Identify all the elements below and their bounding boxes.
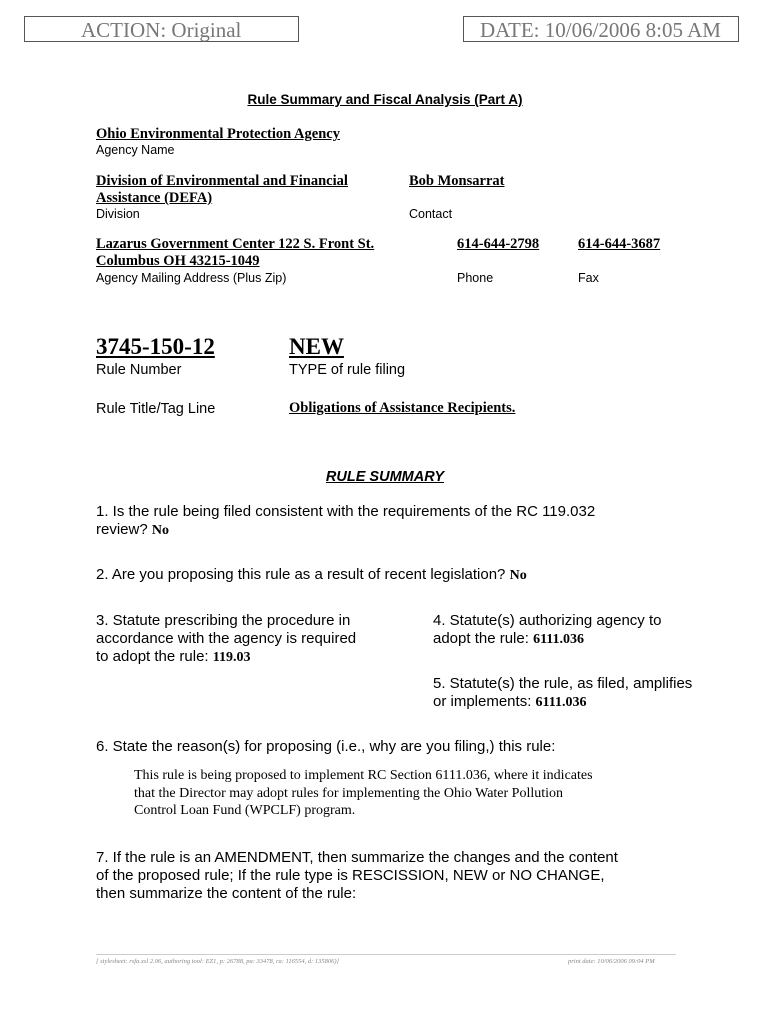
rule-title-label: Rule Title/Tag Line: [96, 401, 216, 417]
rule-number-label: Rule Number: [96, 362, 182, 378]
question-6-answer-line2: that the Director may adopt rules for implementing the Ohio Water Pollution: [134, 786, 564, 801]
address-value-line2: Columbus OH 43215-1049: [96, 253, 260, 269]
question-6-answer-line1: This rule is being proposed to implement RC Section 6111.036, where it indicates: [134, 768, 593, 783]
question-5-line1: 5. Statute(s) the rule, as filed, amplifies: [433, 675, 693, 692]
question-3-line1: 3. Statute prescribing the procedure in: [96, 612, 351, 629]
question-5-answer: 6111.036: [535, 695, 587, 710]
footer-divider: [96, 954, 676, 955]
question-2-text: 2. Are you proposing this rule as a result of recent legislation?: [96, 566, 506, 583]
fax-value: 614-644-3687: [578, 236, 661, 252]
phone-value: 614-644-2798: [457, 236, 540, 252]
question-4-answer: 6111.036: [533, 632, 585, 647]
question-3-text: to adopt the rule:: [96, 648, 209, 665]
action-text: ACTION: Original: [81, 18, 242, 42]
question-6: 6. State the reason(s) for proposing (i.e., why are you filing,) this rule:: [96, 738, 556, 755]
question-1-answer: No: [151, 523, 169, 538]
question-5-text: or implements:: [433, 693, 532, 710]
division-value-line2: Assistance (DEFA): [96, 190, 213, 206]
division-label: Division: [96, 207, 140, 221]
footer-stylesheet-info: [ stylesheet: rsfa.xsl 2.06, authoring tool: EZ1, p: 26788, pa: 33478, ra: 116554, d: 135806)]: [96, 958, 340, 965]
question-3-answer: 119.03: [212, 650, 251, 665]
question-4-line1: 4. Statute(s) authorizing agency to: [433, 612, 662, 629]
question-1-text: review?: [96, 521, 148, 538]
rule-title-value: Obligations of Assistance Recipients.: [289, 400, 516, 416]
page-title: Rule Summary and Fiscal Analysis (Part A): [247, 92, 523, 107]
agency-name-value: Ohio Environmental Protection Agency: [96, 126, 340, 142]
question-3-line3: [96, 648, 251, 666]
contact-label: Contact: [409, 207, 453, 221]
division-value-line1: Division of Environmental and Financial: [96, 173, 348, 189]
agency-name-label: Agency Name: [96, 143, 175, 157]
action-box: [24, 16, 299, 42]
question-7-line1: 7. If the rule is an AMENDMENT, then summarize the changes and the content: [96, 849, 618, 866]
question-4-text: adopt the rule:: [433, 630, 529, 647]
question-1-line1: 1. Is the rule being filed consistent with the requirements of the RC 119.032: [96, 503, 596, 520]
question-4-line2: [433, 630, 584, 648]
question-2-answer: No: [509, 568, 527, 583]
question-6-answer-line3: Control Loan Fund (WPCLF) program.: [134, 803, 356, 818]
address-label: Agency Mailing Address (Plus Zip): [96, 271, 287, 285]
rule-type-value: NEW: [289, 334, 344, 359]
rule-type-label: TYPE of rule filing: [289, 362, 406, 378]
question-5-line2: [433, 693, 587, 711]
fax-label: Fax: [578, 271, 599, 285]
rule-summary-heading: RULE SUMMARY: [325, 469, 445, 485]
address-value-line1: Lazarus Government Center 122 S. Front St.: [96, 236, 375, 252]
date-text: DATE: 10/06/2006 8:05 AM: [480, 18, 721, 42]
question-1-line2: [96, 521, 169, 539]
phone-label: Phone: [457, 271, 494, 285]
footer-print-date: print date: 10/06/2006 09:04 PM: [568, 958, 655, 965]
contact-value: Bob Monsarrat: [409, 173, 505, 189]
question-3-line2: accordance with the agency is required: [96, 630, 357, 647]
question-7-line3: then summarize the content of the rule:: [96, 885, 357, 902]
question-2: [96, 566, 527, 584]
question-7-line2: of the proposed rule; If the rule type is RESCISSION, NEW or NO CHANGE,: [96, 867, 605, 884]
rule-number-value: 3745-150-12: [96, 334, 215, 359]
date-box: [463, 16, 739, 42]
